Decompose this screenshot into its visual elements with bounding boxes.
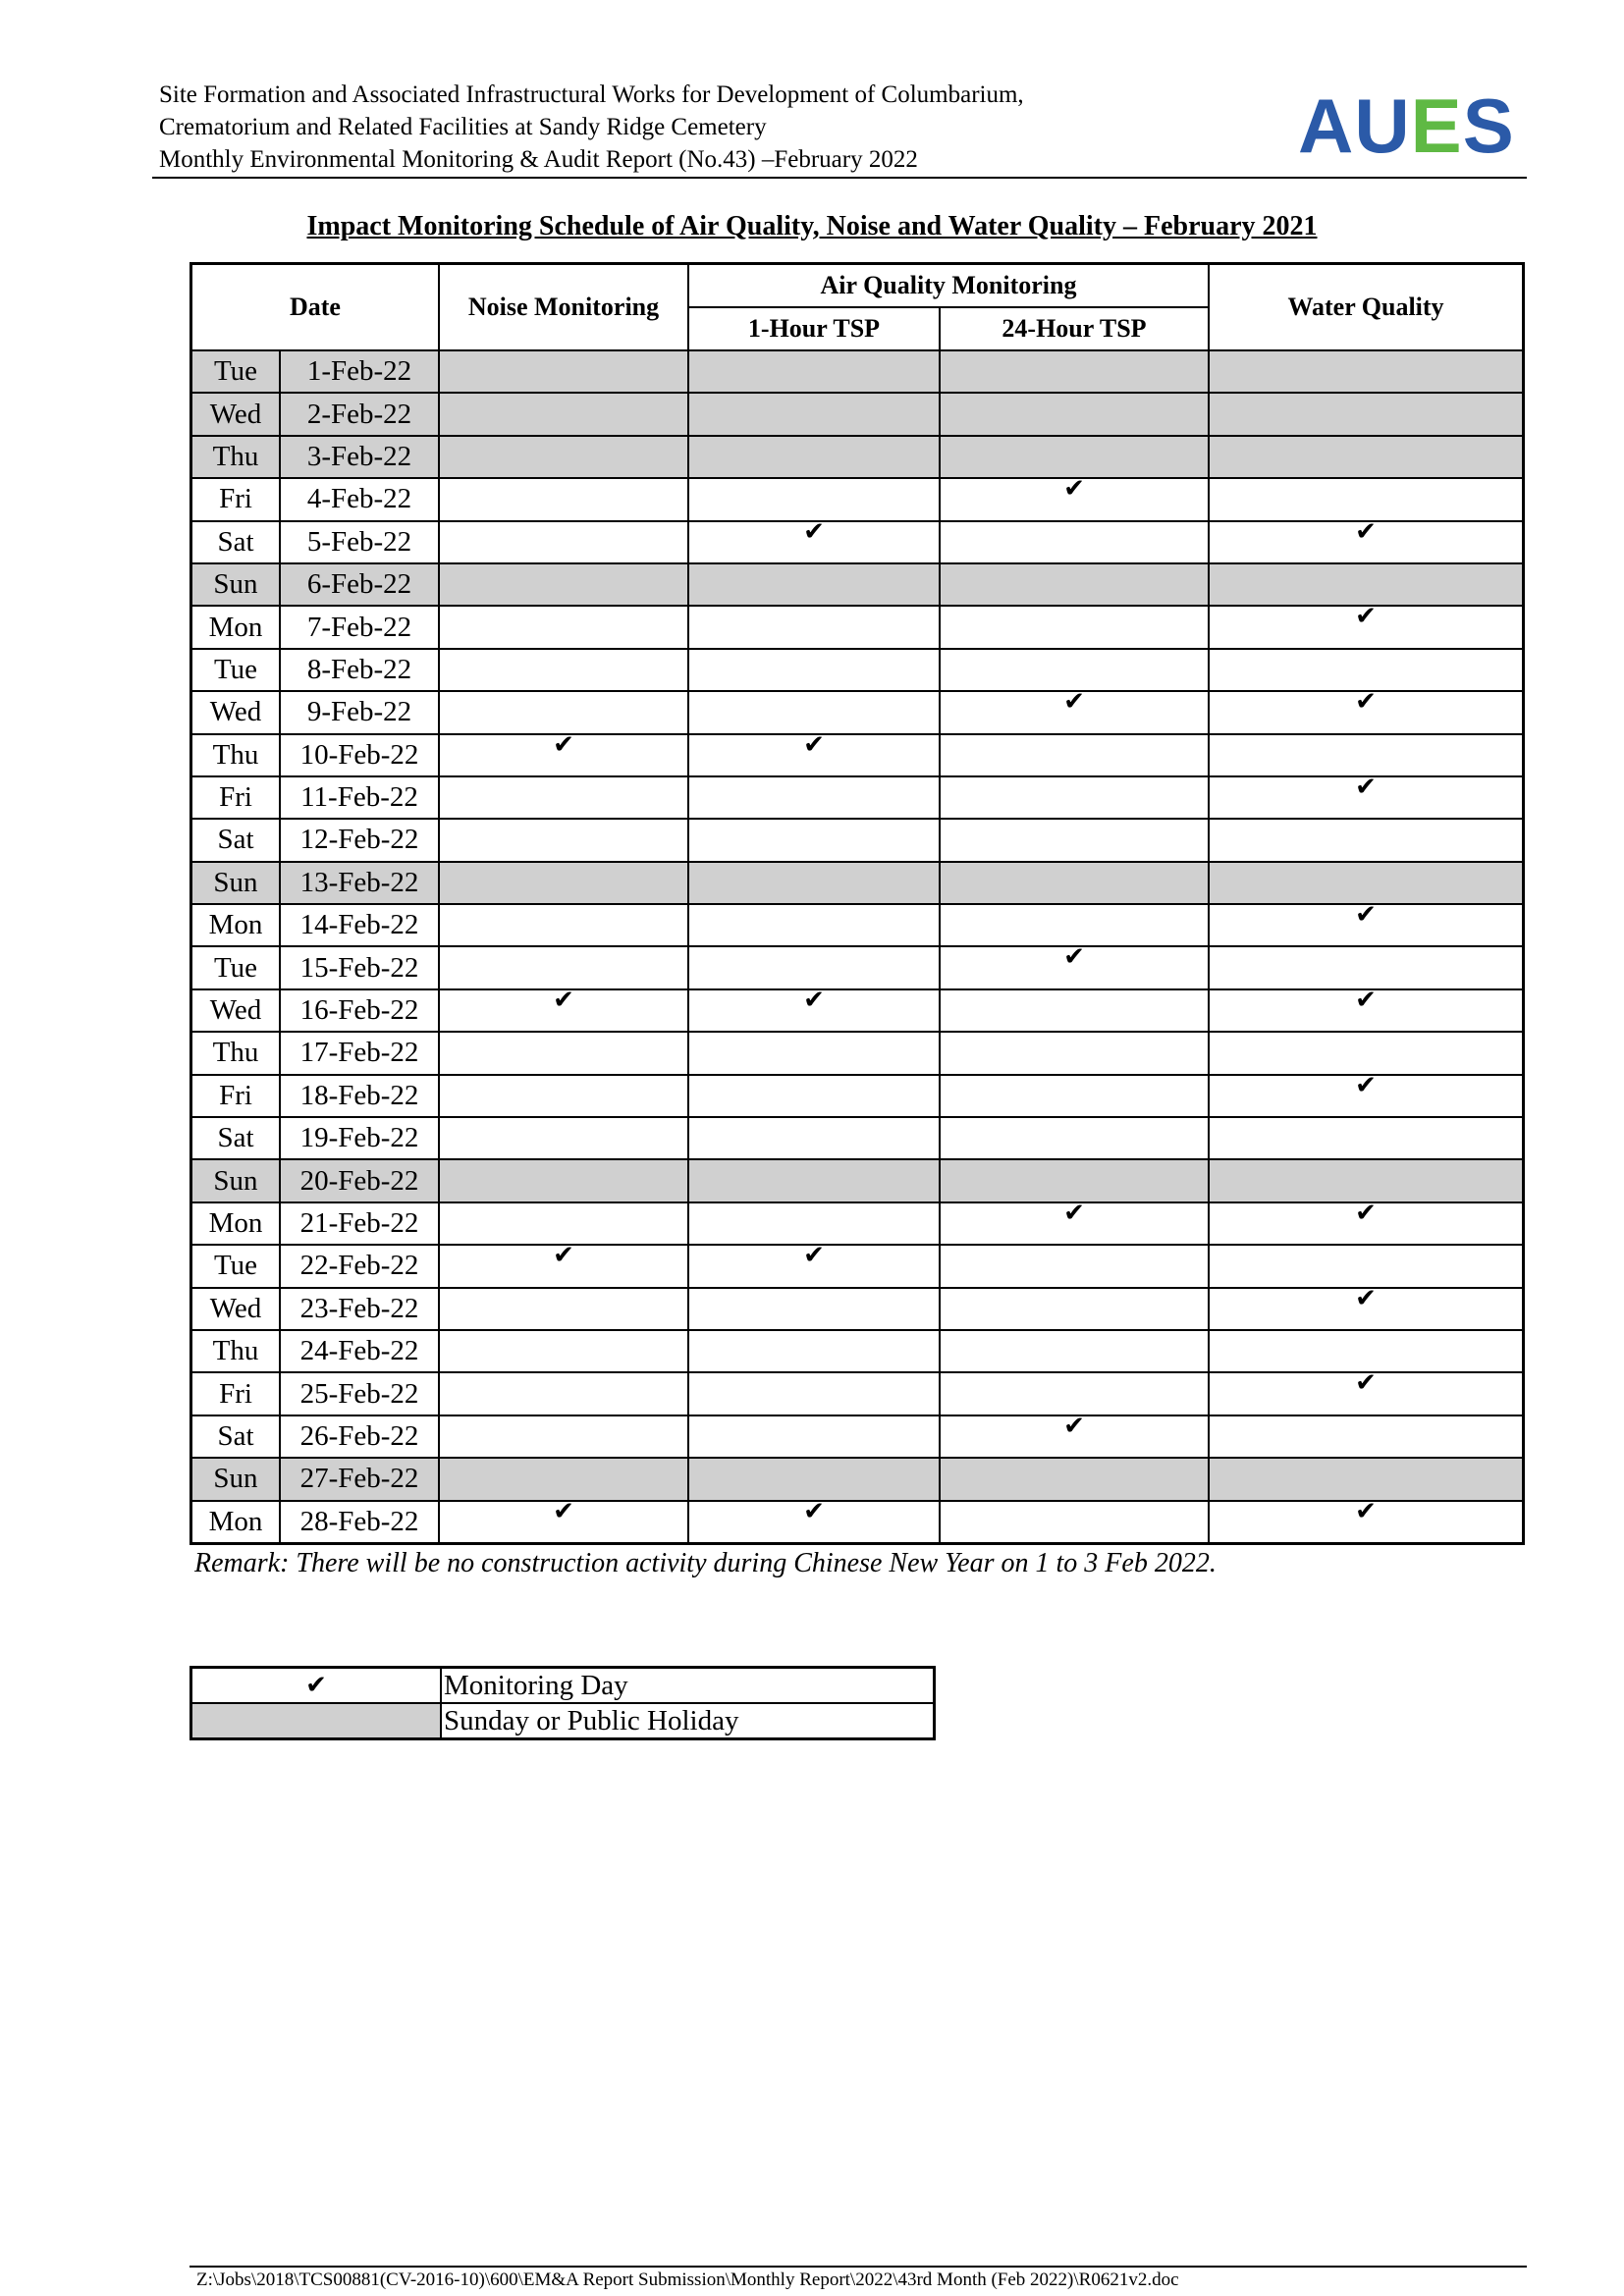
- row-day: Tue: [191, 946, 281, 988]
- legend-table: [189, 1666, 936, 1740]
- row-tsp1-cell: [688, 1496, 940, 1544]
- check-icon: ✔: [1063, 1198, 1085, 1228]
- check-icon: ✔: [1063, 687, 1085, 718]
- row-water-cell: [1209, 819, 1524, 861]
- row-day: Fri: [191, 1075, 281, 1117]
- table-row: [191, 649, 1524, 691]
- row-day: Thu: [191, 436, 281, 478]
- row-tsp1-cell: [688, 1117, 940, 1159]
- row-noise-cell: [439, 691, 688, 733]
- row-date: 15-Feb-22: [280, 946, 439, 988]
- row-day: Sat: [191, 1117, 281, 1159]
- row-water-cell: [1209, 1159, 1524, 1201]
- row-tsp1-cell: [688, 729, 940, 776]
- row-date: 1-Feb-22: [280, 350, 439, 393]
- row-noise-cell: [439, 1415, 688, 1458]
- row-tsp1-cell: [688, 1241, 940, 1287]
- row-tsp24-cell: [940, 687, 1209, 733]
- row-noise-cell: [439, 649, 688, 691]
- footer-divider: [189, 2266, 1527, 2268]
- check-icon: ✔: [1355, 1070, 1377, 1100]
- check-icon: ✔: [1355, 1198, 1377, 1228]
- row-noise-cell: [439, 606, 688, 648]
- row-tsp1-cell: [688, 1075, 940, 1117]
- row-noise-cell: [439, 521, 688, 563]
- table-row: [191, 1415, 1524, 1458]
- row-day: Sun: [191, 563, 281, 606]
- row-day: Mon: [191, 606, 281, 648]
- check-icon: ✔: [803, 985, 825, 1015]
- header-line-1: Site Formation and Associated Infrastructural Works for Development of Columbarium,: [159, 81, 1024, 108]
- check-icon: ✔: [1355, 900, 1377, 931]
- page-title: Impact Monitoring Schedule of Air Quality, Noise and Water Quality – February 2021: [306, 211, 1318, 241]
- row-tsp1-cell: [688, 649, 940, 691]
- row-noise-cell: [439, 862, 688, 904]
- row-date: 10-Feb-22: [280, 734, 439, 776]
- header-date: Date: [191, 264, 440, 351]
- row-water-cell: [1209, 1368, 1524, 1415]
- row-water-cell: [1209, 602, 1524, 648]
- logo-e: E: [1410, 82, 1463, 169]
- row-noise-cell: [439, 1032, 688, 1074]
- row-day: Thu: [191, 734, 281, 776]
- check-icon: ✔: [1355, 1496, 1377, 1526]
- row-tsp1-cell: [688, 985, 940, 1032]
- check-icon: ✔: [1355, 772, 1377, 802]
- row-tsp1-cell: [688, 1202, 940, 1245]
- row-tsp24-cell: [940, 1159, 1209, 1201]
- row-water-cell: [1209, 1458, 1524, 1500]
- row-tsp24-cell: [940, 1458, 1209, 1500]
- row-tsp24-cell: [940, 1075, 1209, 1117]
- row-tsp24-cell: [940, 563, 1209, 606]
- schedule-body: [191, 350, 1524, 1543]
- table-row: [191, 691, 1524, 733]
- row-tsp24-cell: [940, 776, 1209, 819]
- header-line-3: Monthly Environmental Monitoring & Audit Report (No.43) –February 2022: [159, 146, 918, 173]
- row-date: 6-Feb-22: [280, 563, 439, 606]
- row-water-cell: [1209, 734, 1524, 776]
- header-noise: Noise Monitoring: [439, 264, 688, 351]
- row-date: 2-Feb-22: [280, 393, 439, 435]
- table-row: [191, 734, 1524, 776]
- table-row: [191, 1458, 1524, 1500]
- row-water-cell: [1209, 393, 1524, 435]
- row-date: 4-Feb-22: [280, 478, 439, 520]
- table-row: [191, 350, 1524, 393]
- row-water-cell: [1209, 478, 1524, 520]
- row-date: 13-Feb-22: [280, 862, 439, 904]
- row-tsp24-cell: [940, 1411, 1209, 1458]
- table-row: [191, 436, 1524, 478]
- row-tsp1-cell: [688, 1159, 940, 1201]
- row-date: 25-Feb-22: [280, 1372, 439, 1415]
- row-date: 16-Feb-22: [280, 989, 439, 1032]
- check-icon: ✔: [1355, 985, 1377, 1015]
- row-tsp24-cell: [940, 1117, 1209, 1159]
- row-date: 22-Feb-22: [280, 1245, 439, 1287]
- row-tsp24-cell: [940, 606, 1209, 648]
- row-noise-cell: [439, 1288, 688, 1330]
- row-tsp1-cell: [688, 436, 940, 478]
- row-day: Wed: [191, 691, 281, 733]
- row-tsp24-cell: [940, 734, 1209, 776]
- row-tsp1-cell: [688, 516, 940, 563]
- row-tsp1-cell: [688, 776, 940, 819]
- row-water-cell: [1209, 649, 1524, 691]
- table-row: [191, 1330, 1524, 1372]
- table-row: [191, 1501, 1524, 1544]
- row-tsp1-cell: [688, 862, 940, 904]
- header-divider: [152, 177, 1527, 179]
- row-day: Thu: [191, 1330, 281, 1372]
- row-day: Sun: [191, 862, 281, 904]
- row-date: 8-Feb-22: [280, 649, 439, 691]
- row-date: 28-Feb-22: [280, 1501, 439, 1544]
- logo-au: AU: [1298, 82, 1411, 169]
- row-noise-cell: [439, 1075, 688, 1117]
- row-water-cell: [1209, 350, 1524, 393]
- row-date: 3-Feb-22: [280, 436, 439, 478]
- row-water-cell: [1209, 985, 1524, 1032]
- row-day: Mon: [191, 1501, 281, 1544]
- header-24hr-tsp: 24-Hour TSP: [940, 307, 1209, 350]
- row-tsp24-cell: [940, 1330, 1209, 1372]
- row-tsp24-cell: [940, 436, 1209, 478]
- header-1hr-tsp: 1-Hour TSP: [688, 307, 940, 350]
- row-date: 7-Feb-22: [280, 606, 439, 648]
- check-icon: ✔: [1063, 474, 1085, 505]
- table-row: [191, 521, 1524, 563]
- row-noise-cell: [439, 478, 688, 520]
- row-day: Sun: [191, 1159, 281, 1201]
- row-date: 27-Feb-22: [280, 1458, 439, 1500]
- row-noise-cell: [439, 1241, 688, 1287]
- table-row: [191, 393, 1524, 435]
- check-icon: ✔: [553, 985, 574, 1015]
- header-line-2: Crematorium and Related Facilities at Sandy Ridge Cemetery: [159, 114, 767, 140]
- remark: Remark: There will be no construction activity during Chinese New Year on 1 to 3 Feb 2022.: [194, 1548, 1217, 1578]
- row-tsp24-cell: [940, 393, 1209, 435]
- row-water-cell: [1209, 1070, 1524, 1117]
- row-tsp1-cell: [688, 393, 940, 435]
- row-tsp1-cell: [688, 563, 940, 606]
- row-tsp24-cell: [940, 989, 1209, 1032]
- legend-tick-icon: ✔: [191, 1668, 442, 1704]
- row-date: 19-Feb-22: [280, 1117, 439, 1159]
- row-tsp1-cell: [688, 1415, 940, 1458]
- row-water-cell: [1209, 946, 1524, 988]
- row-date: 20-Feb-22: [280, 1159, 439, 1201]
- row-day: Sun: [191, 1458, 281, 1500]
- row-noise-cell: [439, 1372, 688, 1415]
- row-date: 21-Feb-22: [280, 1202, 439, 1245]
- check-icon: ✔: [553, 1496, 574, 1526]
- table-row: [191, 819, 1524, 861]
- row-tsp1-cell: [688, 606, 940, 648]
- check-icon: ✔: [1355, 687, 1377, 718]
- row-water-cell: [1209, 1415, 1524, 1458]
- legend-monitoring-day: Monitoring Day: [441, 1668, 935, 1704]
- check-icon: ✔: [803, 1496, 825, 1526]
- row-tsp24-cell: [940, 1032, 1209, 1074]
- table-row: [191, 1075, 1524, 1117]
- row-tsp24-cell: [940, 819, 1209, 861]
- row-noise-cell: [439, 436, 688, 478]
- row-noise-cell: [439, 393, 688, 435]
- document-header: [159, 79, 1024, 176]
- row-tsp1-cell: [688, 946, 940, 988]
- check-icon: ✔: [1063, 942, 1085, 973]
- check-icon: ✔: [803, 1241, 825, 1271]
- row-tsp24-cell: [940, 1372, 1209, 1415]
- row-noise-cell: [439, 1202, 688, 1245]
- row-tsp24-cell: [940, 350, 1209, 393]
- row-water-cell: [1209, 687, 1524, 733]
- table-row: [191, 563, 1524, 606]
- row-tsp24-cell: [940, 862, 1209, 904]
- row-water-cell: [1209, 1198, 1524, 1245]
- table-row: [191, 776, 1524, 819]
- row-noise-cell: [439, 1496, 688, 1544]
- footer-file-path: Z:\Jobs\2018\TCS00881(CV-2016-10)\600\EM&A Report Submission\Monthly Report\2022\43rd Month (Feb 2022)\R0621v2.doc: [196, 2269, 1179, 2290]
- row-date: 12-Feb-22: [280, 819, 439, 861]
- table-row: [191, 1245, 1524, 1287]
- row-noise-cell: [439, 729, 688, 776]
- row-water-cell: [1209, 1117, 1524, 1159]
- row-date: 14-Feb-22: [280, 904, 439, 946]
- row-noise-cell: [439, 776, 688, 819]
- row-date: 23-Feb-22: [280, 1288, 439, 1330]
- table-row: [191, 1288, 1524, 1330]
- check-icon: ✔: [553, 1241, 574, 1271]
- row-day: Sat: [191, 819, 281, 861]
- row-tsp1-cell: [688, 1288, 940, 1330]
- row-noise-cell: [439, 946, 688, 988]
- row-day: Sat: [191, 521, 281, 563]
- row-noise-cell: [439, 563, 688, 606]
- table-row: [191, 1202, 1524, 1245]
- row-day: Sat: [191, 1415, 281, 1458]
- check-icon: ✔: [1355, 516, 1377, 547]
- row-tsp1-cell: [688, 904, 940, 946]
- row-tsp1-cell: [688, 691, 940, 733]
- aues-logo: [1298, 82, 1515, 169]
- row-day: Fri: [191, 776, 281, 819]
- row-water-cell: [1209, 1245, 1524, 1287]
- row-tsp1-cell: [688, 819, 940, 861]
- row-day: Mon: [191, 904, 281, 946]
- check-icon: ✔: [803, 729, 825, 760]
- row-tsp24-cell: [940, 904, 1209, 946]
- row-tsp1-cell: [688, 1372, 940, 1415]
- table-row: [191, 478, 1524, 520]
- row-day: Tue: [191, 1245, 281, 1287]
- check-icon: ✔: [1355, 602, 1377, 632]
- row-water-cell: [1209, 436, 1524, 478]
- row-noise-cell: [439, 1117, 688, 1159]
- check-icon: ✔: [1355, 1368, 1377, 1399]
- check-icon: ✔: [553, 729, 574, 760]
- row-noise-cell: [439, 819, 688, 861]
- row-date: 17-Feb-22: [280, 1032, 439, 1074]
- check-icon: ✔: [803, 516, 825, 547]
- row-tsp24-cell: [940, 649, 1209, 691]
- row-day: Fri: [191, 1372, 281, 1415]
- table-row: [191, 989, 1524, 1032]
- row-noise-cell: [439, 1330, 688, 1372]
- row-tsp1-cell: [688, 1458, 940, 1500]
- row-water-cell: [1209, 563, 1524, 606]
- table-row: [191, 946, 1524, 988]
- row-date: 5-Feb-22: [280, 521, 439, 563]
- row-day: Fri: [191, 478, 281, 520]
- check-icon: ✔: [1063, 1411, 1085, 1441]
- row-water-cell: [1209, 1032, 1524, 1074]
- row-tsp1-cell: [688, 1330, 940, 1372]
- row-tsp1-cell: [688, 478, 940, 520]
- row-tsp24-cell: [940, 521, 1209, 563]
- row-water-cell: [1209, 862, 1524, 904]
- row-date: 26-Feb-22: [280, 1415, 439, 1458]
- row-day: Tue: [191, 350, 281, 393]
- row-day: Tue: [191, 649, 281, 691]
- row-tsp24-cell: [940, 1198, 1209, 1245]
- row-water-cell: [1209, 1330, 1524, 1372]
- row-date: 11-Feb-22: [280, 776, 439, 819]
- table-row: [191, 1372, 1524, 1415]
- row-day: Wed: [191, 989, 281, 1032]
- logo-s: S: [1462, 82, 1515, 169]
- row-day: Thu: [191, 1032, 281, 1074]
- header-water-quality: Water Quality: [1209, 264, 1524, 351]
- row-tsp24-cell: [940, 1288, 1209, 1330]
- check-icon: ✔: [1355, 1283, 1377, 1313]
- table-row: [191, 606, 1524, 648]
- row-water-cell: [1209, 1283, 1524, 1330]
- legend-gray-swatch: [191, 1703, 442, 1739]
- row-noise-cell: [439, 1458, 688, 1500]
- row-water-cell: [1209, 900, 1524, 946]
- row-tsp1-cell: [688, 350, 940, 393]
- row-day: Mon: [191, 1202, 281, 1245]
- row-day: Wed: [191, 393, 281, 435]
- row-tsp24-cell: [940, 474, 1209, 520]
- row-tsp1-cell: [688, 1032, 940, 1074]
- row-water-cell: [1209, 772, 1524, 819]
- table-row: [191, 1032, 1524, 1074]
- legend-holiday: Sunday or Public Holiday: [441, 1703, 935, 1739]
- row-tsp24-cell: [940, 1501, 1209, 1544]
- row-tsp24-cell: [940, 942, 1209, 988]
- row-noise-cell: [439, 904, 688, 946]
- header-air-quality: Air Quality Monitoring: [688, 264, 1209, 308]
- table-row: [191, 904, 1524, 946]
- monitoring-schedule-table: [189, 262, 1525, 1545]
- row-noise-cell: [439, 985, 688, 1032]
- row-day: Wed: [191, 1288, 281, 1330]
- table-row: [191, 1117, 1524, 1159]
- table-row: [191, 1159, 1524, 1201]
- row-water-cell: [1209, 1496, 1524, 1544]
- row-water-cell: [1209, 516, 1524, 563]
- row-tsp24-cell: [940, 1245, 1209, 1287]
- table-row: [191, 862, 1524, 904]
- row-date: 9-Feb-22: [280, 691, 439, 733]
- row-date: 24-Feb-22: [280, 1330, 439, 1372]
- row-noise-cell: [439, 350, 688, 393]
- row-noise-cell: [439, 1159, 688, 1201]
- row-date: 18-Feb-22: [280, 1075, 439, 1117]
